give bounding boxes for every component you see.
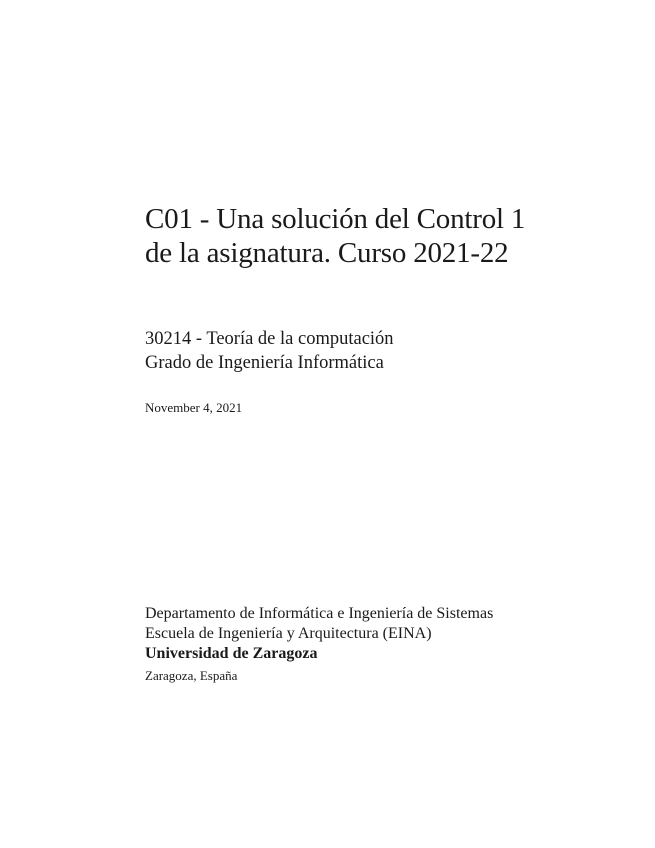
title-line-2: de la asignatura. Curso 2021-22 (145, 237, 509, 269)
title-line-1: C01 - Una solución del Control 1 (145, 203, 526, 235)
document-date: November 4, 2021 (145, 400, 243, 415)
university-name: Universidad de Zaragoza (145, 645, 318, 662)
location: Zaragoza, España (145, 668, 238, 683)
course-name: 30214 - Teoría de la computación (145, 329, 394, 349)
document-title (145, 202, 625, 270)
department-name: Departamento de Informática e Ingeniería de Sistemas (145, 605, 494, 622)
affiliation-block (145, 604, 493, 687)
school-name: Escuela de Ingeniería y Arquitectura (EINA) (145, 625, 432, 642)
course-info (145, 327, 394, 375)
degree-name: Grado de Ingeniería Informática (145, 353, 384, 373)
